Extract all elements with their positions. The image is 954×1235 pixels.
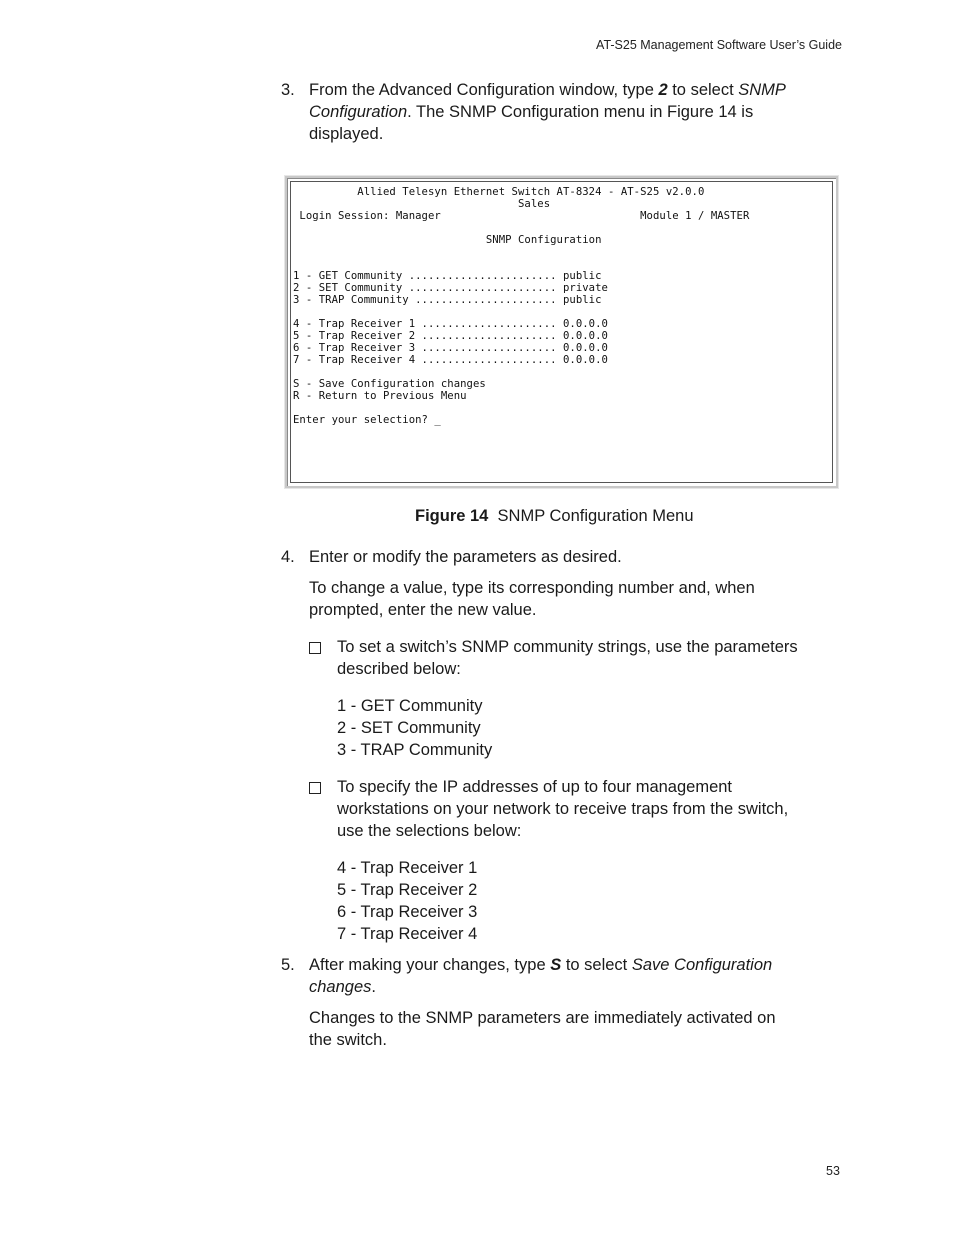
step-3-text-c: . The SNMP Configuration menu in Figure 14 is [407, 103, 754, 121]
list-item: 4 - Trap Receiver 1 [337, 859, 478, 877]
step-3-text-b: to select [667, 81, 739, 99]
figure-label: Figure 14 [415, 507, 489, 525]
key-s: S [550, 956, 562, 974]
step-5-number: 5. [281, 956, 295, 974]
terminal-line: Login Session: Manager Module 1 / MASTER [293, 210, 750, 222]
trap-list [337, 857, 477, 945]
step-5-text-c: . [371, 978, 376, 996]
terminal-line: S - Save Configuration changes [293, 378, 486, 390]
step-5-text [309, 954, 772, 998]
terminal-line: 5 - Trap Receiver 2 ..................... 0.0.0.0 [293, 330, 608, 342]
key-2: 2 [658, 81, 668, 99]
list-item: 2 - SET Community [337, 719, 481, 737]
bullet-line: use the selections below: [337, 822, 522, 840]
step-3-em-2: Configuration [309, 103, 408, 121]
community-list [337, 695, 492, 761]
step-3-text-a: From the Advanced Configuration window, type [309, 81, 659, 99]
step-3-em-1: SNMP [738, 81, 786, 99]
step-4-text: Enter or modify the parameters as desired. [309, 548, 622, 566]
terminal-line: R - Return to Previous Menu [293, 390, 467, 402]
step-3-text [309, 79, 786, 145]
terminal-line: 7 - Trap Receiver 4 ..................... 0.0.0.0 [293, 354, 608, 366]
terminal-screenshot [285, 176, 838, 488]
terminal-line: Allied Telesyn Ethernet Switch AT-8324 - AT-S25 v2.0.0 [293, 186, 705, 198]
checkbox-bullet-icon [309, 642, 321, 654]
list-item: 7 - Trap Receiver 4 [337, 925, 478, 943]
step-5-para-line: Changes to the SNMP parameters are immediately activated on [309, 1009, 776, 1027]
step-4-number: 4. [281, 548, 295, 566]
list-item: 3 - TRAP Community [337, 741, 493, 759]
step-3-number: 3. [281, 81, 295, 99]
bullet-line: To set a switch’s SNMP community strings, use the parameters [337, 638, 798, 656]
bullet-trap [337, 776, 788, 842]
step-5-paragraph [309, 1007, 776, 1051]
list-item: 1 - GET Community [337, 697, 483, 715]
step-3-text-d: displayed. [309, 125, 384, 143]
bullet-line: To specify the IP addresses of up to four management [337, 778, 733, 796]
step-4-paragraph [309, 577, 755, 621]
terminal-line: 6 - Trap Receiver 3 ..................... 0.0.0.0 [293, 342, 608, 354]
terminal-line: Sales [293, 198, 551, 210]
terminal-line: 2 - SET Community ....................... private [293, 282, 608, 294]
list-item: 6 - Trap Receiver 3 [337, 903, 478, 921]
checkbox-bullet-icon [309, 782, 321, 794]
terminal-line: SNMP Configuration [293, 234, 602, 246]
page-number: 53 [826, 1164, 840, 1178]
step-5-para-line: the switch. [309, 1031, 387, 1049]
running-header: AT-S25 Management Software User’s Guide [596, 38, 842, 52]
step-5-em-1: Save Configuration [631, 956, 773, 974]
bullet-line: described below: [337, 660, 461, 678]
step-5-text-b: to select [561, 956, 632, 974]
figure-caption [415, 505, 694, 527]
step-4-para-line: To change a value, type its corresponding number and, when [309, 579, 755, 597]
bullet-line: workstations on your network to receive traps from the switch, [337, 800, 789, 818]
terminal-line: Enter your selection? _ [293, 414, 441, 426]
step-5-text-a: After making your changes, type [309, 956, 551, 974]
step-5-em-2: changes [309, 978, 372, 996]
terminal-line: 1 - GET Community ....................... public [293, 270, 602, 282]
step-4-para-line: prompted, enter the new value. [309, 601, 537, 619]
list-item: 5 - Trap Receiver 2 [337, 881, 478, 899]
terminal-line: 3 - TRAP Community ...................... public [293, 294, 602, 306]
terminal-screen [290, 181, 833, 483]
terminal-line: 4 - Trap Receiver 1 ..................... 0.0.0.0 [293, 318, 608, 330]
figure-title: SNMP Configuration Menu [497, 507, 694, 525]
bullet-community [337, 636, 798, 680]
